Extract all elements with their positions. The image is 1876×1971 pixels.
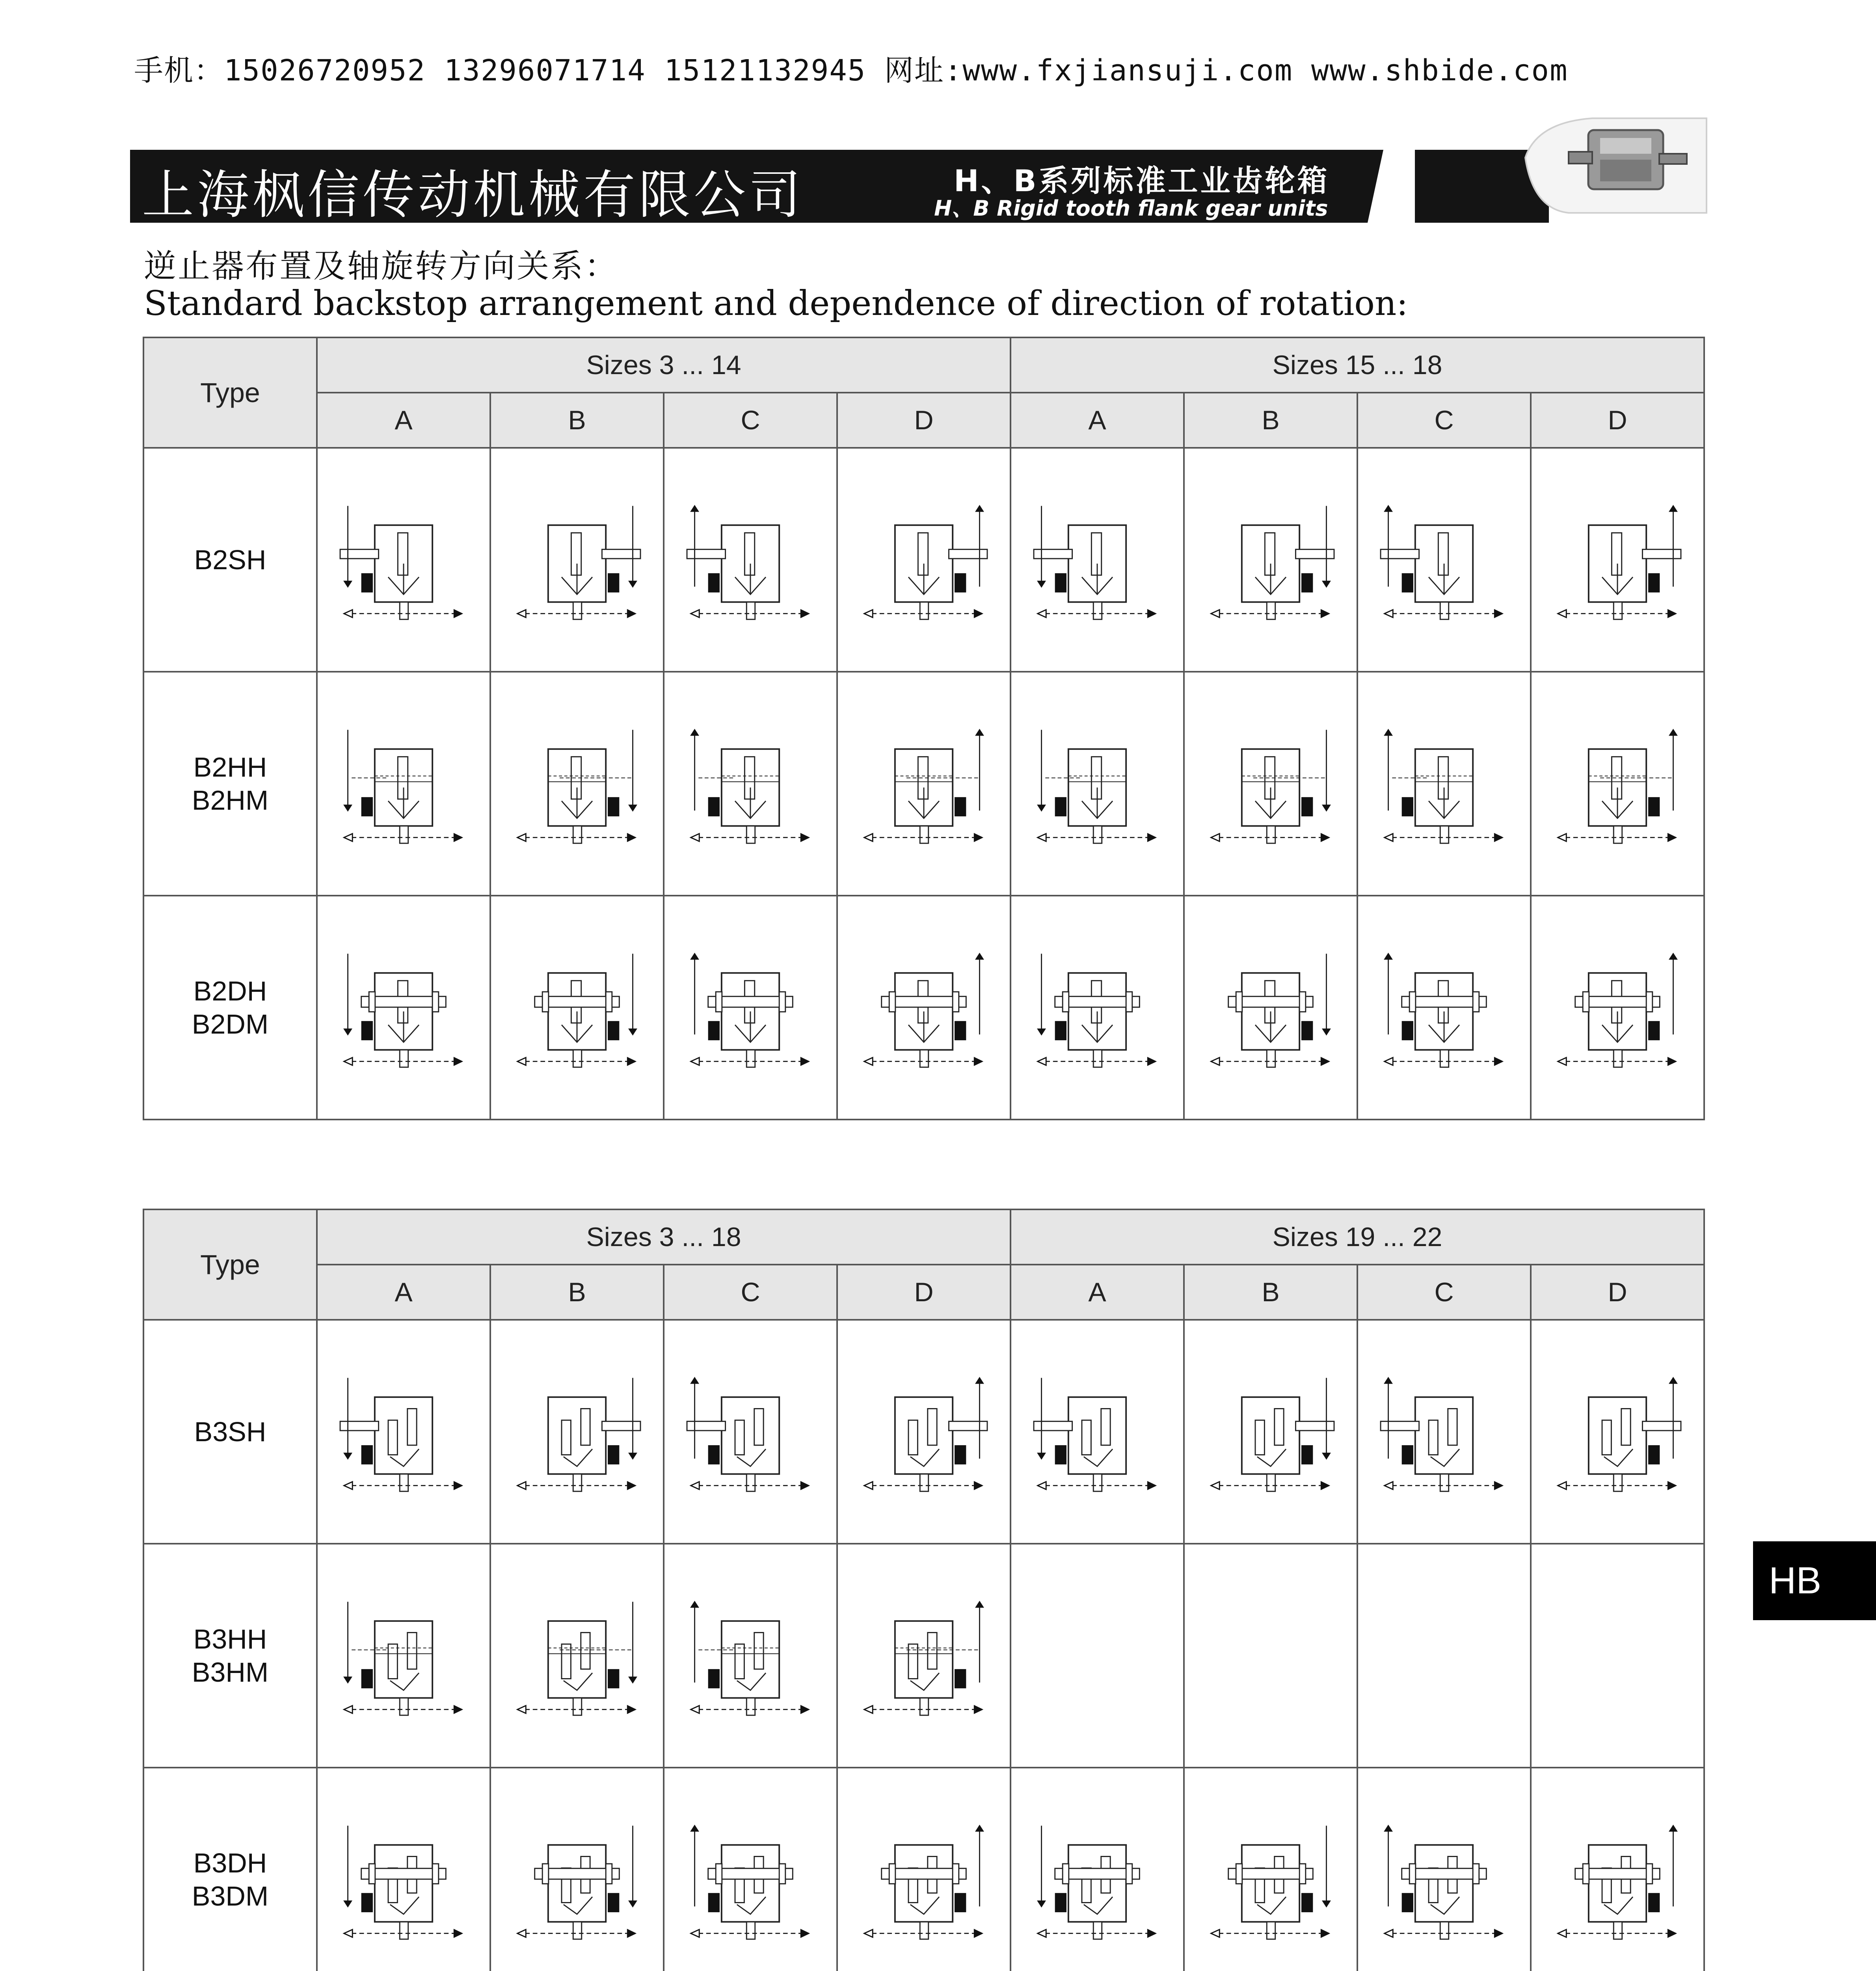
column-header: C	[664, 393, 837, 448]
type-header: Type	[143, 1209, 317, 1320]
backstop-diagram-cell	[317, 448, 490, 672]
backstop-diagram-cell	[1531, 672, 1704, 896]
backstop-arrangement-diagram	[1539, 937, 1696, 1079]
backstop-diagram-cell	[490, 1768, 664, 1971]
backstop-arrangement-diagram	[325, 1809, 482, 1951]
backstop-diagram-cell	[664, 896, 837, 1120]
backstop-diagram-cell	[490, 1320, 664, 1544]
backstop-arrangement-diagram	[1018, 937, 1176, 1079]
column-header: B	[1184, 1265, 1357, 1320]
empty-cell	[1184, 1544, 1357, 1768]
backstop-diagram-cell	[490, 1544, 664, 1768]
backstop-arrangement-diagram	[498, 937, 656, 1079]
backstop-arrangement-diagram	[498, 1361, 656, 1503]
backstop-diagram-cell	[317, 1320, 490, 1544]
backstop-arrangement-diagram	[672, 1361, 829, 1503]
backstop-diagram-cell	[837, 448, 1011, 672]
backstop-diagram-cell	[1357, 1768, 1531, 1971]
backstop-diagram-cell	[1357, 448, 1531, 672]
backstop-diagram-cell	[1531, 1768, 1704, 1971]
backstop-diagram-cell	[837, 1544, 1011, 1768]
backstop-arrangement-diagram	[1018, 713, 1176, 855]
backstop-diagram-cell	[837, 1768, 1011, 1971]
backstop-arrangement-diagram	[325, 1361, 482, 1503]
type-label: B2SH	[143, 448, 317, 672]
type-header: Type	[143, 337, 317, 448]
backstop-diagram-cell	[1011, 1320, 1184, 1544]
backstop-arrangement-diagram	[845, 937, 1003, 1079]
backstop-diagram-cell	[1184, 672, 1357, 896]
backstop-arrangement-diagram	[845, 1809, 1003, 1951]
type-row	[143, 1320, 1704, 1544]
column-header: D	[1531, 1265, 1704, 1320]
backstop-arrangement-diagram	[845, 489, 1003, 631]
column-header: C	[1357, 393, 1531, 448]
column-header: D	[837, 1265, 1011, 1320]
empty-cell	[1011, 1544, 1184, 1768]
backstop-diagram-cell	[1184, 448, 1357, 672]
backstop-diagram-cell	[317, 896, 490, 1120]
column-header: D	[837, 393, 1011, 448]
company-name: 上海枫信传动机械有限公司	[142, 165, 804, 225]
backstop-diagram-cell	[664, 672, 837, 896]
backstop-diagram-cell	[664, 448, 837, 672]
gearbox-product-icon	[1521, 114, 1710, 217]
backstop-diagram-cell	[664, 1544, 837, 1768]
backstop-arrangement-diagram	[1192, 1809, 1349, 1951]
backstop-diagram-cell	[837, 1320, 1011, 1544]
type-row	[143, 896, 1704, 1120]
backstop-arrangement-diagram	[672, 937, 829, 1079]
backstop-arrangement-diagram	[1539, 1361, 1696, 1503]
backstop-arrangement-diagram	[498, 1809, 656, 1951]
backstop-arrangement-diagram	[1018, 1809, 1176, 1951]
column-header: B	[1184, 393, 1357, 448]
backstop-arrangement-diagram	[845, 713, 1003, 855]
backstop-diagram-cell	[317, 1544, 490, 1768]
backstop-diagram-cell	[837, 672, 1011, 896]
size-group-header: Sizes 19 ... 22	[1011, 1209, 1704, 1265]
backstop-arrangement-diagram	[672, 1809, 829, 1951]
size-group-header: Sizes 15 ... 18	[1011, 337, 1704, 393]
backstop-diagram-cell	[1357, 1320, 1531, 1544]
backstop-arrangement-diagram	[325, 489, 482, 631]
contact-line: 手机：15026720952 13296071714 15121132945 网址:www.fxjiansuji.com www.shbide.com	[134, 54, 1568, 88]
backstop-diagram-cell	[1357, 672, 1531, 896]
backstop-arrangement-diagram	[672, 489, 829, 631]
backstop-arrangement-diagram	[1018, 1361, 1176, 1503]
backstop-arrangement-diagram	[672, 713, 829, 855]
backstop-arrangement-diagram	[325, 713, 482, 855]
column-header: A	[1011, 1265, 1184, 1320]
section-tab-hb: HB	[1753, 1541, 1876, 1620]
type-label: B2HH B2HM	[143, 672, 317, 896]
size-group-header: Sizes 3 ... 18	[317, 1209, 1011, 1265]
backstop-diagram-cell	[1357, 896, 1531, 1120]
column-header: A	[1011, 393, 1184, 448]
type-label: B2DH B2DM	[143, 896, 317, 1120]
backstop-arrangement-diagram	[1192, 1361, 1349, 1503]
backstop-arrangement-diagram	[1192, 937, 1349, 1079]
backstop-arrangement-diagram	[1192, 489, 1349, 631]
backstop-table-two-stage	[143, 337, 1705, 1120]
backstop-arrangement-diagram	[845, 1585, 1003, 1727]
column-header: D	[1531, 393, 1704, 448]
size-group-header: Sizes 3 ... 14	[317, 337, 1011, 393]
section-heading-cn: 逆止器布置及轴旋转方向关系：	[144, 248, 619, 285]
type-row	[143, 1544, 1704, 1768]
column-header: B	[490, 1265, 664, 1320]
type-row	[143, 1768, 1704, 1971]
type-label: B3HH B3HM	[143, 1544, 317, 1768]
empty-cell	[1531, 1544, 1704, 1768]
backstop-diagram-cell	[1531, 448, 1704, 672]
type-label: B3SH	[143, 1320, 317, 1544]
backstop-diagram-cell	[490, 896, 664, 1120]
column-header: C	[664, 1265, 837, 1320]
backstop-diagram-cell	[1531, 896, 1704, 1120]
backstop-diagram-cell	[1011, 1768, 1184, 1971]
column-header: A	[317, 1265, 490, 1320]
column-header: B	[490, 393, 664, 448]
type-label: B3DH B3DM	[143, 1768, 317, 1971]
column-header: C	[1357, 1265, 1531, 1320]
backstop-arrangement-diagram	[845, 1361, 1003, 1503]
backstop-arrangement-diagram	[498, 713, 656, 855]
backstop-arrangement-diagram	[1539, 1809, 1696, 1951]
series-title-en: H、B Rigid tooth flank gear units	[934, 196, 1328, 221]
backstop-diagram-cell	[1184, 896, 1357, 1120]
backstop-arrangement-diagram	[1365, 713, 1523, 855]
backstop-diagram-cell	[1531, 1320, 1704, 1544]
type-row	[143, 672, 1704, 896]
type-row	[143, 448, 1704, 672]
backstop-arrangement-diagram	[1365, 1809, 1523, 1951]
backstop-table-three-stage	[143, 1209, 1705, 1971]
backstop-diagram-cell	[664, 1320, 837, 1544]
empty-cell	[1357, 1544, 1531, 1768]
backstop-diagram-cell	[1011, 672, 1184, 896]
backstop-arrangement-diagram	[498, 489, 656, 631]
backstop-diagram-cell	[1011, 448, 1184, 672]
backstop-diagram-cell	[317, 672, 490, 896]
backstop-diagram-cell	[1184, 1320, 1357, 1544]
backstop-arrangement-diagram	[325, 937, 482, 1079]
backstop-arrangement-diagram	[1539, 489, 1696, 631]
backstop-arrangement-diagram	[672, 1585, 829, 1727]
backstop-arrangement-diagram	[498, 1585, 656, 1727]
backstop-diagram-cell	[1184, 1768, 1357, 1971]
backstop-diagram-cell	[664, 1768, 837, 1971]
backstop-diagram-cell	[837, 896, 1011, 1120]
backstop-diagram-cell	[317, 1768, 490, 1971]
backstop-arrangement-diagram	[1365, 1361, 1523, 1503]
series-title-cn: H、B系列标准工业齿轮箱	[954, 163, 1330, 198]
backstop-arrangement-diagram	[325, 1585, 482, 1727]
backstop-arrangement-diagram	[1539, 713, 1696, 855]
backstop-diagram-cell	[490, 448, 664, 672]
backstop-arrangement-diagram	[1365, 489, 1523, 631]
column-header: A	[317, 393, 490, 448]
backstop-arrangement-diagram	[1018, 489, 1176, 631]
backstop-arrangement-diagram	[1365, 937, 1523, 1079]
backstop-diagram-cell	[490, 672, 664, 896]
backstop-diagram-cell	[1011, 896, 1184, 1120]
backstop-arrangement-diagram	[1192, 713, 1349, 855]
section-heading-en: Standard backstop arrangement and dependence of direction of rotation:	[144, 284, 1408, 323]
